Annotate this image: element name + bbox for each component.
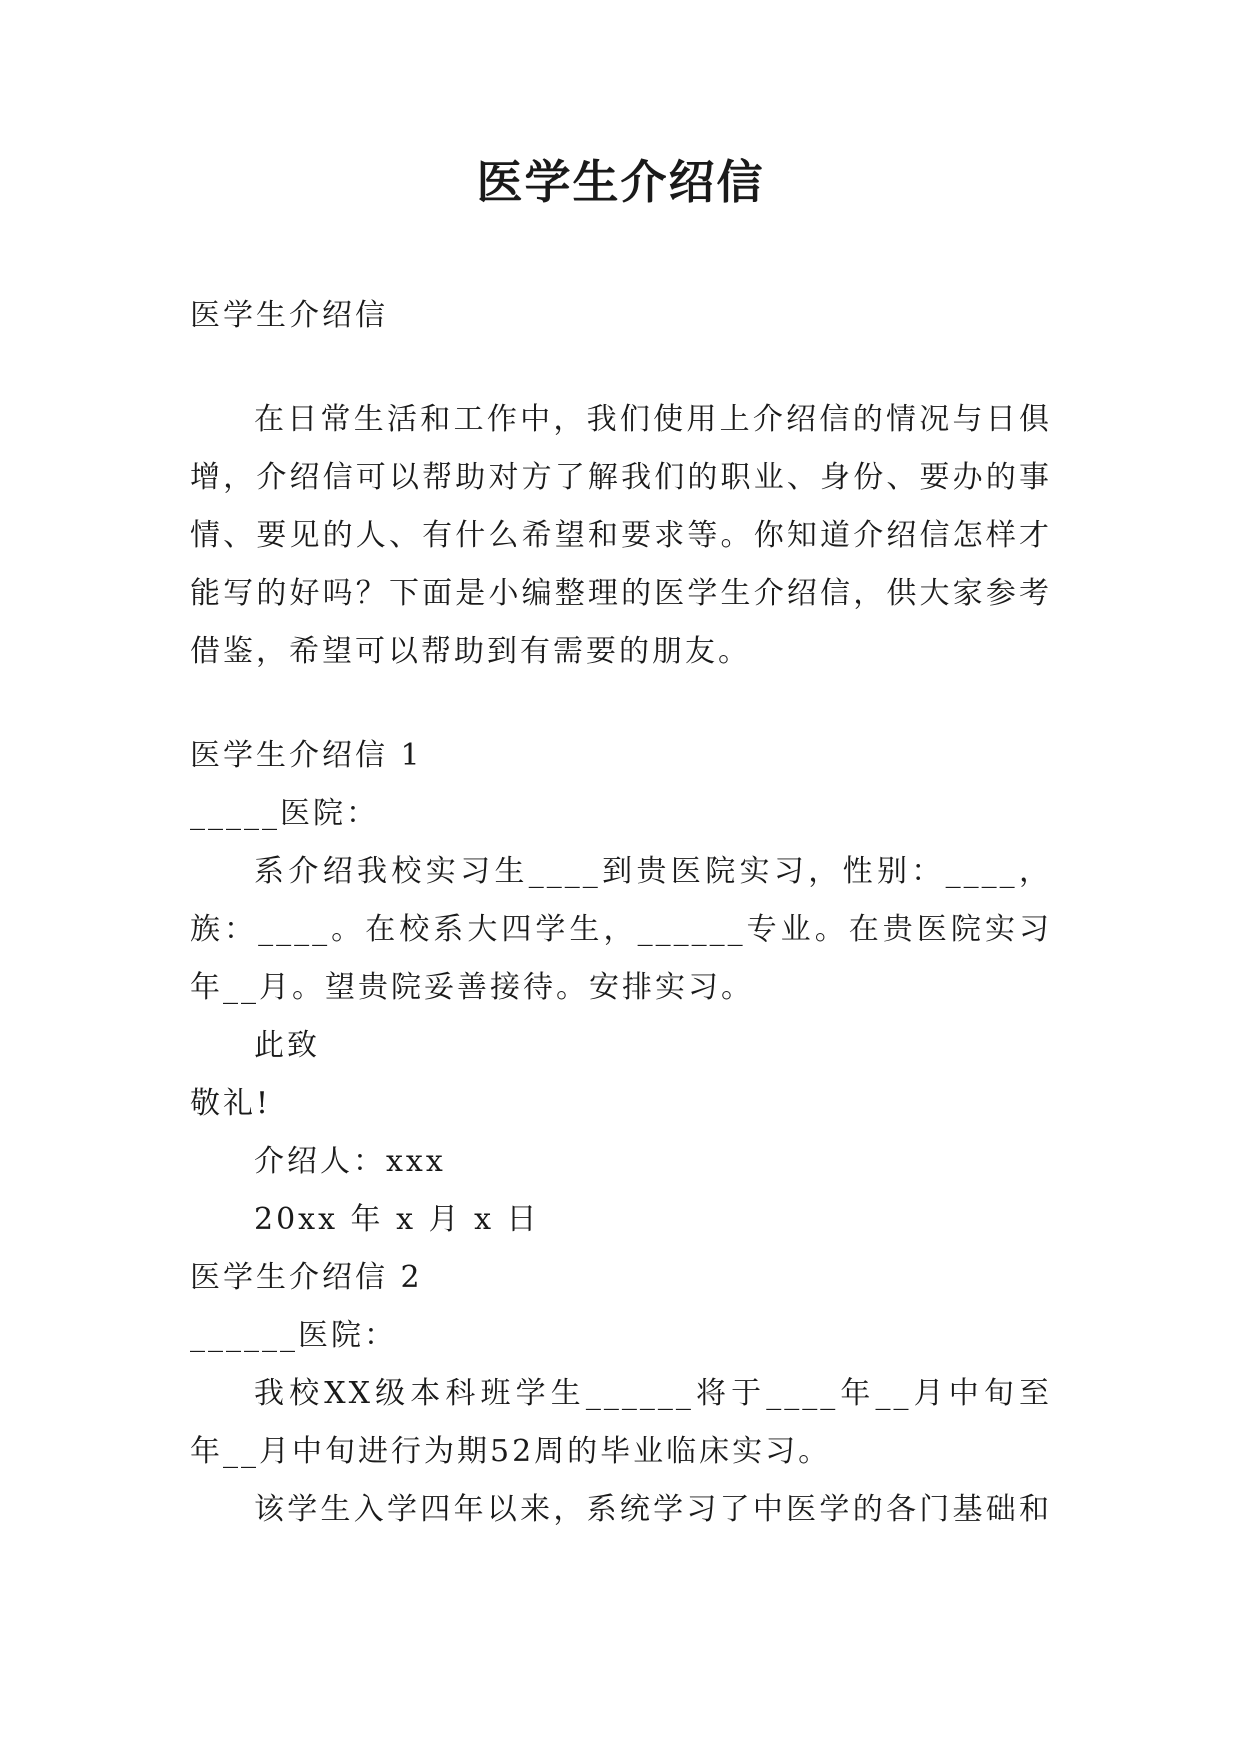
letter-1-body-line: 年__月。望贵院妥善接待。安排实习。 (190, 970, 754, 1005)
letter-2-body-line: 该学生入学四年以来，系统学习了中医学的各门基础和 (254, 1492, 1052, 1527)
letter-1-date: 20xx 年 x 月 x 日 (254, 1202, 540, 1237)
intro-paragraph (190, 391, 1052, 681)
intro-line: 借鉴，希望可以帮助到有需要的朋友。 (190, 634, 751, 669)
intro-line: 增，介绍信可以帮助对方了解我们的职业、身份、要办的事 (190, 460, 1052, 495)
letter-1-salutation: _____医院： (190, 796, 379, 831)
letter-1-closing: 此致 (254, 1028, 320, 1063)
intro-line: 能写的好吗？下面是小编整理的医学生介绍信，供大家参考 (190, 576, 1052, 611)
letter-2-salutation: ______医院： (190, 1318, 397, 1353)
letter-1-heading: 医学生介绍信 1 (190, 738, 423, 773)
letter-1 (190, 727, 1052, 1249)
document-body (190, 287, 1052, 1539)
letter-2-body-line: 我校XX级本科班学生______将于____年__月中旬至 (254, 1376, 1052, 1411)
letter-2-heading: 医学生介绍信 2 (190, 1260, 423, 1295)
letter-1-body-line: 族：____。在校系大四学生，______专业。在贵医院实习 (190, 912, 1052, 947)
intro-line: 在日常生活和工作中，我们使用上介绍信的情况与日俱 (254, 402, 1052, 437)
letter-2 (190, 1249, 1052, 1539)
document-title: 医学生介绍信 (476, 155, 765, 209)
intro-line: 情、要见的人、有什么希望和要求等。你知道介绍信怎样才 (190, 518, 1052, 553)
letter-2-body-line: 年__月中旬进行为期52周的毕业临床实习。 (190, 1434, 832, 1469)
section-heading: 医学生介绍信 (190, 298, 388, 333)
letter-1-introducer: 介绍人：xxx (254, 1144, 446, 1179)
letter-1-body-line: 系介绍我校实习生____到贵医院实习，性别：____， (254, 854, 1052, 889)
letter-1-regards: 敬礼! (190, 1086, 272, 1121)
